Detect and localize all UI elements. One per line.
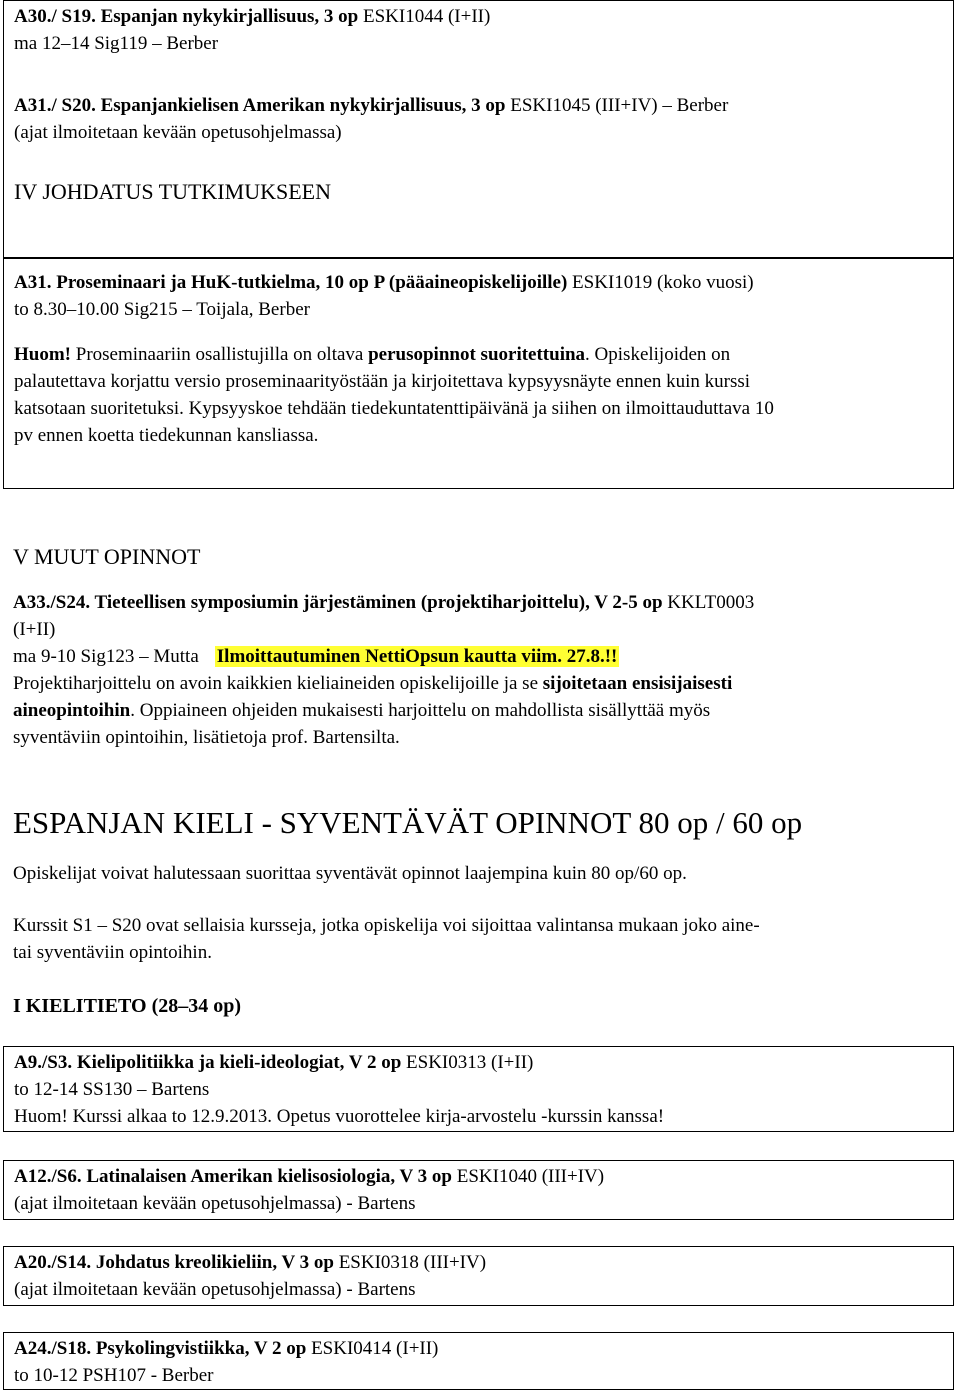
- registration-highlight: Ilmoittautuminen NettiOpsun kautta viim. 27.8.!!: [216, 646, 618, 667]
- section-heading: IV JOHDATUS TUTKIMUKSEEN: [14, 179, 331, 204]
- course-schedule: to 12-14 SS130 – Bartens: [14, 1079, 210, 1100]
- course-title: Kielipolitiikka ja kieli-ideologiat, V 2 op: [72, 1052, 402, 1073]
- note-emphasis: perusopinnot suoritettuina: [368, 344, 586, 365]
- course-id: ESKI1040 (III+IV): [451, 1166, 605, 1187]
- course-schedule: (ajat ilmoitetaan kevään opetusohjelmassa) - Bartens: [14, 1193, 416, 1214]
- course-title: Espanjan nykykirjallisuus, 3 op: [95, 6, 359, 27]
- section-heading: I KIELITIETO (28–34 op): [13, 995, 242, 1017]
- course-code: A33./S24.: [13, 592, 91, 613]
- course-code: A12./S6.: [14, 1166, 82, 1187]
- course-block-a9: [3, 1046, 954, 1132]
- intro-paragraph: Kurssit S1 – S20 ovat sellaisia kursseja, jotka opiskelija voi sijoittaa valintansa mukaan joko aine-: [13, 915, 760, 936]
- course-id: ESKI0318 (III+IV): [333, 1252, 487, 1273]
- note-paragraph: [14, 341, 953, 368]
- course-heading: [14, 1163, 953, 1190]
- course-title: Tieteellisen symposiumin järjestäminen (projektiharjoittelu), V 2-5 op: [90, 592, 663, 613]
- section-heading: V MUUT OPINNOT: [13, 544, 201, 569]
- course-title: Proseminaari ja HuK-tutkielma, 10 op P (pääaineopiskelijoille): [51, 272, 568, 293]
- course-note: Huom! Kurssi alkaa to 12.9.2013. Opetus vuorottelee kirja-arvostelu -kurssin kanssa!: [14, 1106, 665, 1127]
- course-title: Latinalaisen Amerikan kielisosiologia, V 3 op: [81, 1166, 452, 1187]
- course-code: A31.: [14, 272, 52, 293]
- description-emphasis: sijoitetaan ensisijaisesti: [542, 673, 733, 694]
- course-id: ESKI0313 (I+II): [401, 1052, 534, 1073]
- course-heading: [14, 1249, 953, 1276]
- description-line: [13, 697, 710, 724]
- page-title: ESPANJAN KIELI - SYVENTÄVÄT OPINNOT 80 op / 60 op: [13, 805, 803, 840]
- huom-label: Huom!: [14, 344, 71, 365]
- note-text: Proseminaariin osallistujilla on oltava: [71, 344, 369, 365]
- intro-paragraph: tai syventäviin opintoihin.: [13, 942, 212, 963]
- note-text: . Opiskelijoiden on: [585, 344, 731, 365]
- course-id: ESKI0414 (I+II): [306, 1338, 439, 1359]
- course-id: ESKI1044 (I+II): [358, 6, 491, 27]
- note-line: palautettava korjattu versio proseminaarityöstään ja kirjoitettava kypsyysnäyte ennen kuin kurssi: [14, 371, 751, 392]
- description-line: [13, 670, 732, 697]
- course-heading: [14, 269, 953, 296]
- description-line: syventäviin opintoihin, lisätietoja prof. Bartensilta.: [13, 727, 400, 748]
- course-block-a31: [3, 258, 954, 489]
- note-line: pv ennen koetta tiedekunnan kansliassa.: [14, 425, 319, 446]
- course-schedule: to 8.30–10.00 Sig215 – Toijala, Berber: [14, 299, 310, 320]
- description-emphasis: aineopintoihin: [13, 700, 131, 721]
- course-block-a30: [3, 0, 954, 258]
- course-code: A30./ S19.: [14, 6, 96, 27]
- course-schedule: [13, 643, 619, 670]
- schedule-text: ma 9-10 Sig123 – Mutta: [13, 646, 199, 667]
- course-code: A20./S14.: [14, 1252, 92, 1273]
- course-title: Johdatus kreolikieliin, V 3 op: [91, 1252, 334, 1273]
- course-schedule: to 10-12 PSH107 - Berber: [14, 1365, 214, 1386]
- course-code: A9./S3.: [14, 1052, 73, 1073]
- course-code: A31./ S20.: [14, 95, 96, 116]
- course-heading: [14, 3, 953, 30]
- description-text: Projektiharjoittelu on avoin kaikkien kieliaineiden opiskelijoille ja se: [13, 673, 543, 694]
- course-id: KKLT0003: [662, 592, 755, 613]
- course-id: ESKI1019 (koko vuosi): [567, 272, 754, 293]
- course-block-a24: [3, 1332, 954, 1390]
- course-schedule: ma 12–14 Sig119 – Berber: [14, 33, 219, 54]
- course-period: (I+II): [13, 619, 56, 640]
- course-note: (ajat ilmoitetaan kevään opetusohjelmassa): [14, 122, 342, 143]
- note-line: katsotaan suoritetuksi. Kypsyyskoe tehdään tiedekuntatenttipäivänä ja siihen on ilmoittauduttava 10: [14, 398, 774, 419]
- course-heading: [14, 1049, 953, 1076]
- course-heading: [13, 589, 754, 616]
- intro-paragraph: Opiskelijat voivat halutessaan suorittaa syventävät opinnot laajempina kuin 80 op/60 op.: [13, 863, 687, 884]
- course-block-a12: [3, 1160, 954, 1220]
- course-code: A24./S18.: [14, 1338, 92, 1359]
- course-id: ESKI1045 (III+IV) – Berber: [505, 95, 729, 116]
- course-heading: [14, 92, 953, 119]
- course-block-a20: [3, 1246, 954, 1306]
- description-text: . Oppiaineen ohjeiden mukaisesti harjoittelu on mahdollista sisällyttää myös: [130, 700, 711, 721]
- course-title: Espanjankielisen Amerikan nykykirjallisuus, 3 op: [95, 95, 506, 116]
- course-title: Psykolingvistiikka, V 2 op: [91, 1338, 307, 1359]
- course-schedule: (ajat ilmoitetaan kevään opetusohjelmassa) - Bartens: [14, 1279, 416, 1300]
- course-heading: [14, 1335, 953, 1362]
